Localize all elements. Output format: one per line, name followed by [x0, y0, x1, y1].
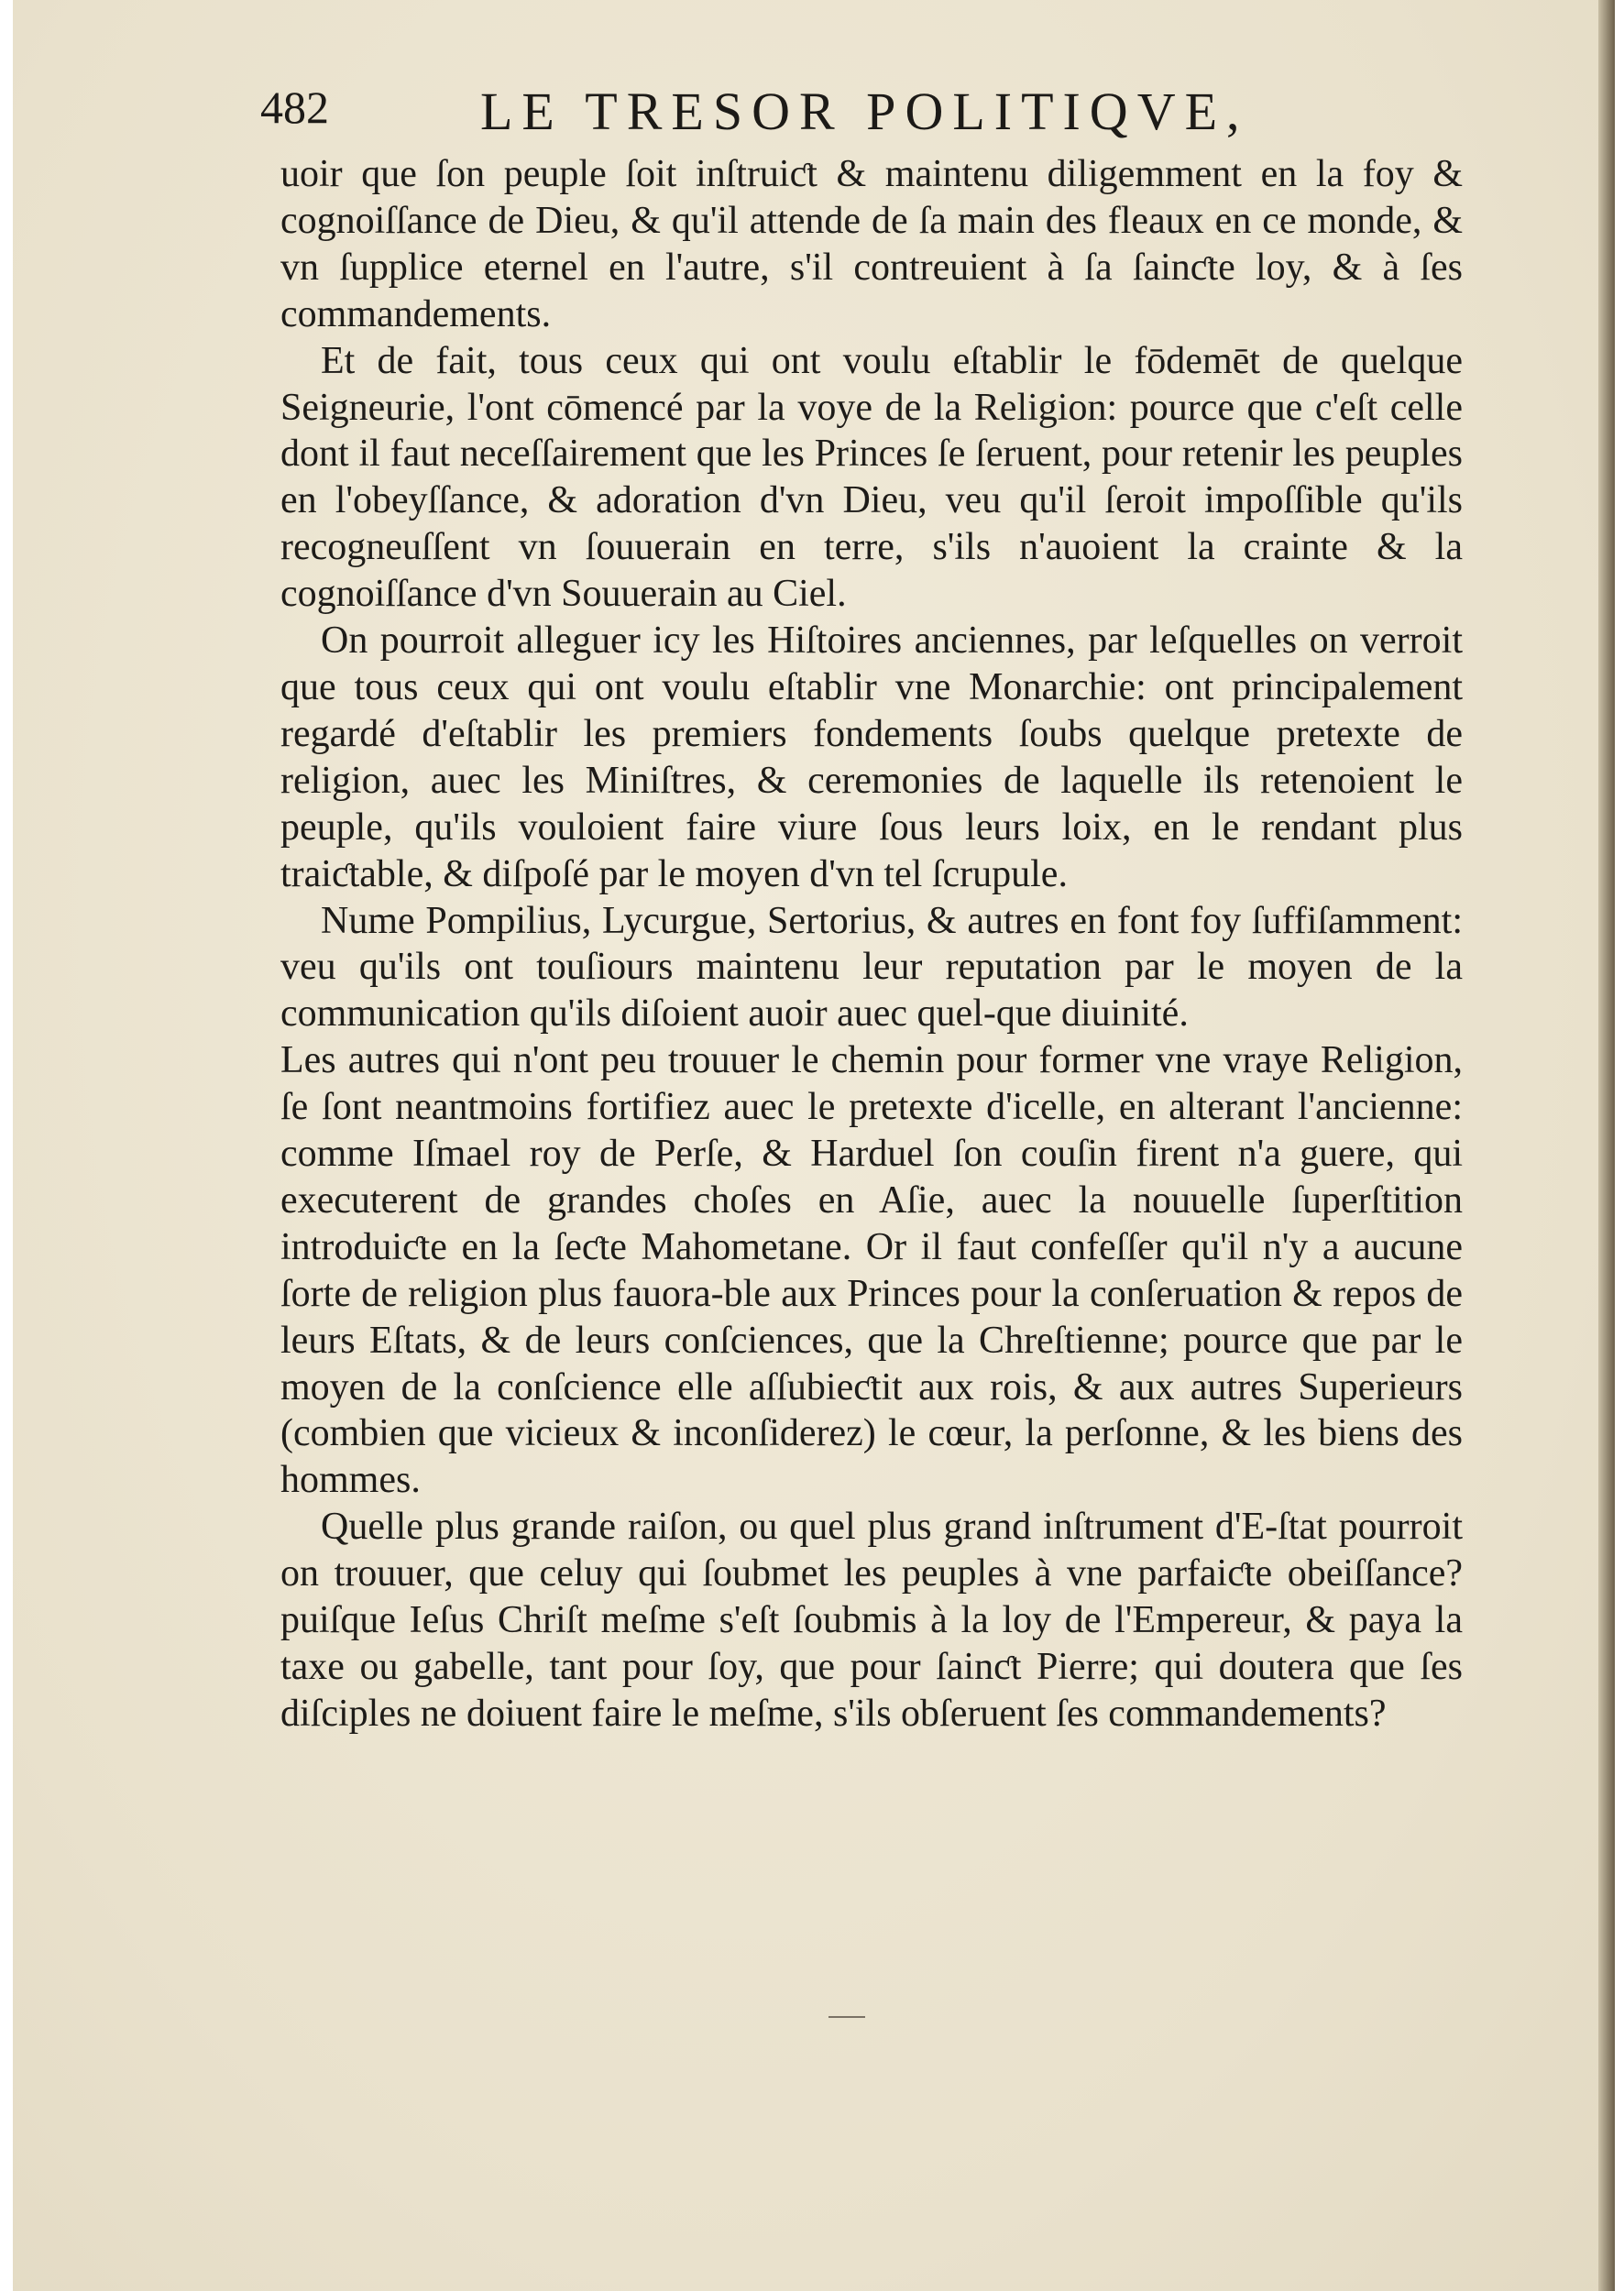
page-header: [260, 81, 1470, 145]
paragraph-5: Les autres qui n'ont peu trouuer le chemin pour former vne vraye Religion, ſe ſont neantmoins fortifiez auec le pretexte d'icelle, en alterant l'ancienne: comme Iſmael roy de Perſe, & Harduel ſon couſin firent n'a guere, qui executerent de grandes choſes en Aſie, auec la nouuelle ſuperſtition introduiƈte en la ſeƈte Mahometane. Or il faut confeſſer qu'il n'y a aucune ſorte de religion plus fauora-ble aux Princes pour la conſeruation & repos de leurs Eſtats, & de leurs conſciences, que la Chreſtienne; pource que par le moyen de la conſcience elle aſſubieƈtit aux rois, & aux autres Superieurs (combien que vicieux & inconſiderez) le cœur, la perſonne, & les biens des hommes.: [280, 1039, 1463, 1502]
paragraph-3: On pourroit alleguer icy les Hiſtoires anciennes, par leſquelles on verroit que tous ceux qui ont voulu eſtablir vne Monarchie: ont principalement regardé d'eſtablir les premiers fondements ſoubs quelque pretexte de religion, auec les Miniſtres, & ceremonies de laquelle ils retenoient le peuple, qu'ils vouloient faire viure ſous leurs loix, en le rendant plus traiƈtable, & diſpoſé par le moyen d'vn tel ſcrupule.: [280, 619, 1463, 895]
book-page: [13, 0, 1615, 2291]
paragraph-4: Nume Pompilius, Lycurgue, Sertorius, & autres en font foy ſuffiſamment: veu qu'ils ont touſiours maintenu leur reputation par le moyen de la communication qu'ils diſoient auoir auec quel-que diuinité.: [280, 899, 1463, 1036]
page-gutter-shadow: [1598, 0, 1615, 2291]
body-text: [280, 151, 1463, 1737]
ink-mark: [828, 2016, 865, 2018]
paragraph-2: Et de fait, tous ceux qui ont voulu eſtablir le fōdemēt de quelque Seigneurie, l'ont cōmencé par la voye de la Religion: pource que c'eſt celle dont il faut neceſſairement que les Princes ſe ſeruent, pour retenir les peuples en l'obeyſſance, & adoration d'vn Dieu, veu qu'il ſeroit impoſſible qu'ils recogneuſſent vn ſouuerain en terre, s'ils n'auoient la crainte & la cognoiſſance d'vn Souuerain au Ciel.: [280, 339, 1463, 616]
page-number: 482: [260, 82, 329, 133]
paragraph-6: Quelle plus grande raiſon, ou quel plus grand inſtrument d'E-ſtat pourroit on trouuer, que celuy qui ſoubmet les peuples à vne parfaiƈte obeiſſance? puiſque Ieſus Chriſt meſme s'eſt ſoubmis à la loy de l'Empereur, & paya la taxe ou gabelle, tant pour ſoy, que pour ſainƈt Pierre; qui doutera que ſes diſciples ne doiuent faire le meſme, s'ils obſeruent ſes commandements?: [280, 1506, 1463, 1735]
paragraph-1: uoir que ſon peuple ſoit inſtruiƈt & maintenu diligemment en la foy & cognoiſſance de Dieu, & qu'il attende de ſa main des fleaux en ce monde, & vn ſupplice eternel en l'autre, s'il contreuient à ſa ſainƈte loy, & à ſes commandements.: [280, 153, 1463, 335]
running-title: LE TRESOR POLITIQVE,: [480, 82, 1249, 141]
